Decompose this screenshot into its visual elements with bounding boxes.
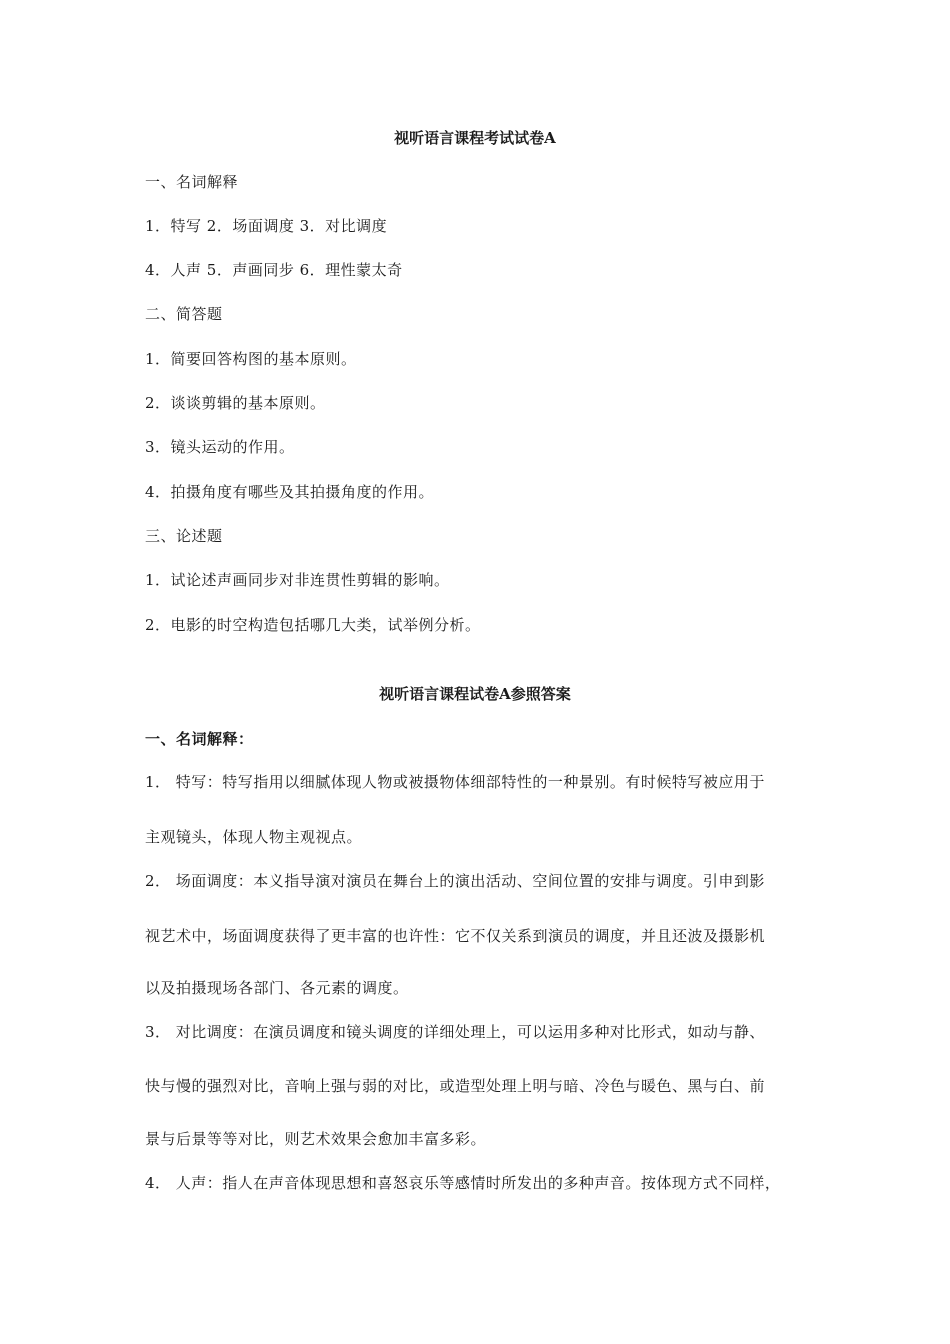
exam-question-2-3: 3．镜头运动的作用。 bbox=[145, 438, 295, 456]
answer-3-line1: 3． 对比调度：在演员调度和镜头调度的详细处理上，可以运用多种对比形式，如动与静、 bbox=[145, 1023, 765, 1041]
answer-2-line2: 视艺术中，场面调度获得了更丰富的也许性：它不仅关系到演员的调度，并且还波及摄影机 bbox=[145, 927, 766, 945]
answer-4-line1: 4． 人声：指人在声音体现思想和喜怒哀乐等感情时所发出的多种声音。按体现方式不同样， bbox=[145, 1174, 781, 1192]
answer-2-line3: 以及拍摄现场各部门、各元素的调度。 bbox=[145, 979, 409, 997]
exam-question-2-1: 1．简要回答构图的基本原则。 bbox=[145, 350, 357, 368]
exam-title: 视听语言课程考试试卷A bbox=[394, 129, 556, 147]
answer-3-line3: 景与后景等等对比，则艺术效果会愈加丰富多彩。 bbox=[145, 1130, 487, 1148]
exam-terms-line2: 4．人声 5．声画同步 6．理性蒙太奇 bbox=[145, 261, 403, 279]
answer-1-line2: 主观镜头，体现人物主观视点。 bbox=[145, 828, 363, 846]
answer-3-line2: 快与慢的强烈对比，音响上强与弱的对比，或造型处理上明与暗、冷色与暖色、黑与白、前 bbox=[145, 1077, 766, 1095]
exam-question-3-2: 2．电影的时空构造包括哪几大类，试举例分析。 bbox=[145, 616, 481, 634]
exam-section3-heading: 三、论述题 bbox=[145, 527, 223, 545]
exam-question-3-1: 1．试论述声画同步对非连贯性剪辑的影响。 bbox=[145, 571, 450, 589]
answers-section1-heading: 一、名词解释： bbox=[145, 730, 254, 748]
exam-question-2-4: 4．拍摄角度有哪些及其拍摄角度的作用。 bbox=[145, 483, 435, 501]
exam-terms-line1: 1．特写 2．场面调度 3．对比调度 bbox=[145, 217, 388, 235]
answers-title: 视听语言课程试卷A参照答案 bbox=[379, 685, 571, 703]
exam-section2-heading: 二、简答题 bbox=[145, 305, 223, 323]
exam-question-2-2: 2．谈谈剪辑的基本原则。 bbox=[145, 394, 326, 412]
exam-section1-heading: 一、名词解释 bbox=[145, 173, 239, 191]
answer-2-line1: 2． 场面调度：本义指导演对演员在舞台上的演出活动、空间位置的安排与调度。引申到影 bbox=[145, 872, 765, 890]
answer-1-line1: 1． 特写：特写指用以细腻体现人物或被摄物体细部特性的一种景别。有时候特写被应用于 bbox=[145, 773, 765, 791]
